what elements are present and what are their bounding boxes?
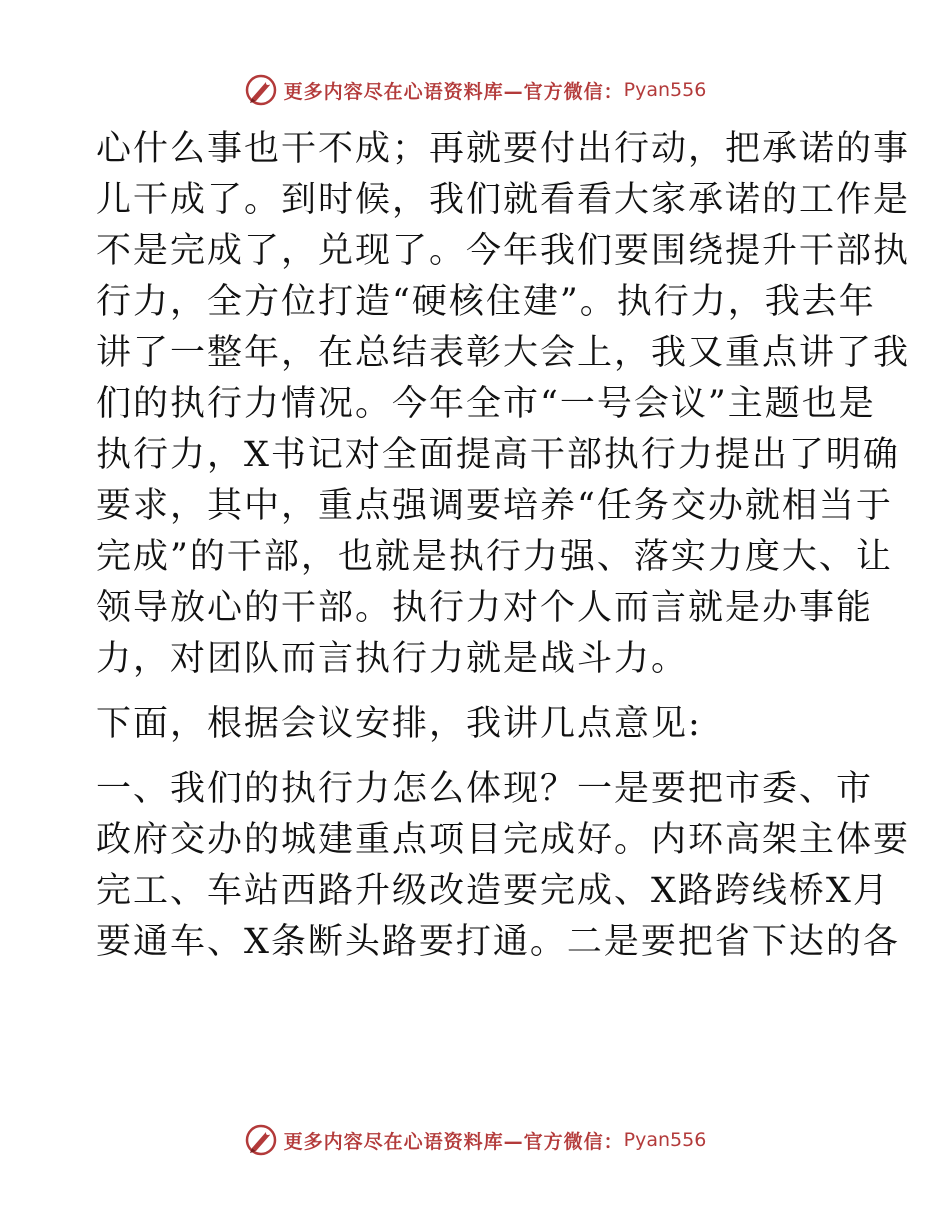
text-line: 执行力，X书记对全面提高干部执行力提出了明确 (96, 435, 900, 475)
paragraph-2 (96, 699, 856, 750)
text-line: 下面，根据会议安排，我讲几点意见: (96, 704, 702, 744)
text-line: 政府交办的城建重点项目完成好。内环高架主体要 (96, 820, 911, 860)
text-line: 行力，全方位打造“硬核住建”。执行力，我去年 (96, 282, 876, 322)
pen-logo-icon (244, 73, 278, 107)
text-line: 力，对团队而言执行力就是战斗力。 (96, 639, 689, 679)
header-watermark (0, 70, 950, 110)
watermark-wechat-id: Pyan556 (623, 1129, 707, 1151)
footer-watermark (0, 1120, 950, 1160)
text-line: 要求，其中，重点强调要培养“任务交办就相当于 (96, 486, 893, 526)
paragraph-3 (96, 764, 911, 968)
paragraph-1 (96, 124, 911, 685)
watermark-text: 更多内容尽在心语资料库—官方微信： (283, 80, 624, 103)
text-line: 们的执行力情况。今年全市“一号会议”主题也是 (96, 384, 876, 424)
text-line: 心什么事也干不成；再就要付出行动，把承诺的事 (96, 129, 911, 169)
document-body (96, 124, 911, 968)
text-line: 一、我们的执行力怎么体现？一是要把市委、市 (96, 769, 874, 809)
text-line: 完成”的干部，也就是执行力强、落实力度大、让 (96, 537, 893, 577)
text-line: 领导放心的干部。执行力对个人而言就是办事能 (96, 588, 874, 628)
text-line: 要通车、X条断头路要打通。二是要把省下达的各 (96, 922, 900, 962)
text-line: 完工、车站西路升级改造要完成、X路跨线桥X月 (96, 871, 890, 911)
text-line: 不是完成了，兑现了。今年我们要围绕提升干部执 (96, 231, 911, 271)
text-line: 讲了一整年，在总结表彰大会上，我又重点讲了我 (96, 333, 911, 373)
watermark-wechat-id: Pyan556 (623, 79, 707, 101)
watermark-text: 更多内容尽在心语资料库—官方微信： (283, 1130, 624, 1153)
pen-logo-icon (244, 1123, 278, 1157)
text-line: 儿干成了。到时候，我们就看看大家承诺的工作是 (96, 180, 911, 220)
